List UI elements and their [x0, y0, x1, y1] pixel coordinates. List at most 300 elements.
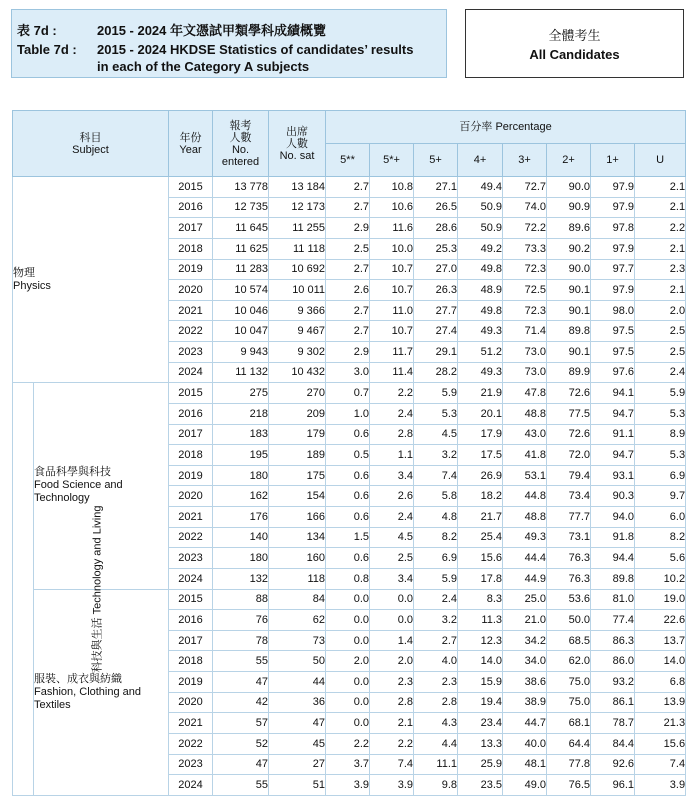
- percentage-cell: 3.9: [326, 775, 370, 796]
- percentage-cell: 19.0: [635, 589, 686, 610]
- percentage-cell: 2.8: [414, 692, 458, 713]
- percentage-cell: 0.6: [326, 507, 370, 528]
- percentage-cell: 5.9: [635, 383, 686, 404]
- percentage-cell: 26.3: [414, 280, 458, 301]
- grade-header: 3+: [503, 144, 547, 177]
- entered-cell: 52: [213, 733, 269, 754]
- percentage-cell: 76.3: [547, 548, 591, 569]
- percentage-cell: 5.9: [414, 383, 458, 404]
- percentage-cell: 93.2: [591, 672, 635, 693]
- percentage-cell: 97.9: [591, 177, 635, 198]
- subject-name-name-en-2: Technology: [34, 492, 90, 505]
- percentage-cell: 47.8: [503, 383, 547, 404]
- percentage-cell: 15.6: [458, 548, 503, 569]
- entered-cell: 55: [213, 651, 269, 672]
- percentage-cell: 5.6: [635, 548, 686, 569]
- percentage-cell: 50.9: [458, 197, 503, 218]
- percentage-cell: 73.4: [547, 486, 591, 507]
- entered-cell: 132: [213, 568, 269, 589]
- percentage-cell: 77.4: [591, 610, 635, 631]
- year-cell: 2016: [169, 610, 213, 631]
- percentage-cell: 20.1: [458, 403, 503, 424]
- year-cell: 2023: [169, 754, 213, 775]
- subject-name-name-zh: 食品科學與科技: [34, 466, 111, 479]
- year-cell: 2020: [169, 692, 213, 713]
- sat-cell: 209: [269, 403, 326, 424]
- table-title-box: [11, 9, 447, 78]
- sat-cell: 47: [269, 713, 326, 734]
- percentage-cell: 2.1: [635, 197, 686, 218]
- entered-cell: 11 645: [213, 218, 269, 239]
- candidates-box: [465, 9, 684, 78]
- year-cell: 2017: [169, 218, 213, 239]
- statistics-table: [12, 110, 686, 796]
- percentage-cell: 10.6: [370, 197, 414, 218]
- percentage-cell: 0.6: [326, 486, 370, 507]
- sat-cell: 36: [269, 692, 326, 713]
- entered-cell: 78: [213, 630, 269, 651]
- percentage-cell: 89.8: [547, 321, 591, 342]
- percentage-cell: 44.4: [503, 548, 547, 569]
- percentage-cell: 12.3: [458, 630, 503, 651]
- percentage-cell: 53.6: [547, 589, 591, 610]
- percentage-cell: 2.9: [326, 218, 370, 239]
- percentage-cell: 97.5: [591, 321, 635, 342]
- sat-cell: 27: [269, 754, 326, 775]
- percentage-cell: 5.3: [635, 403, 686, 424]
- percentage-cell: 97.8: [591, 218, 635, 239]
- percentage-cell: 68.1: [547, 713, 591, 734]
- percentage-cell: 13.9: [635, 692, 686, 713]
- percentage-cell: 38.6: [503, 672, 547, 693]
- percentage-cell: 4.5: [414, 424, 458, 445]
- percentage-cell: 25.4: [458, 527, 503, 548]
- entered-cell: 47: [213, 672, 269, 693]
- percentage-cell: 2.7: [326, 197, 370, 218]
- entered-cell: 11 283: [213, 259, 269, 280]
- percentage-cell: 18.2: [458, 486, 503, 507]
- percentage-cell: 17.8: [458, 568, 503, 589]
- percentage-cell: 2.0: [635, 300, 686, 321]
- percentage-cell: 27.7: [414, 300, 458, 321]
- percentage-cell: 0.0: [326, 630, 370, 651]
- percentage-cell: 1.4: [370, 630, 414, 651]
- percentage-cell: 2.7: [326, 300, 370, 321]
- percentage-cell: 27.0: [414, 259, 458, 280]
- subject-name-name-en-1: Food Science and: [34, 479, 123, 492]
- entered-cell: 10 046: [213, 300, 269, 321]
- entered-cell: 11 132: [213, 362, 269, 383]
- percentage-cell: 2.5: [635, 342, 686, 363]
- year-cell: 2018: [169, 651, 213, 672]
- percentage-cell: 90.1: [547, 300, 591, 321]
- sat-cell: 12 173: [269, 197, 326, 218]
- percentage-cell: 2.2: [370, 733, 414, 754]
- entered-cell: 218: [213, 403, 269, 424]
- percentage-cell: 72.2: [503, 218, 547, 239]
- percentage-cell: 2.1: [635, 177, 686, 198]
- percentage-cell: 92.6: [591, 754, 635, 775]
- percentage-cell: 0.6: [326, 465, 370, 486]
- percentage-cell: 72.6: [547, 383, 591, 404]
- percentage-cell: 77.7: [547, 507, 591, 528]
- table-heading-zh: 2015 - 2024 年文憑試甲類學科成績概覽: [97, 23, 327, 38]
- year-cell: 2015: [169, 589, 213, 610]
- percentage-cell: 2.9: [326, 342, 370, 363]
- percentage-cell: 72.5: [503, 280, 547, 301]
- percentage-cell: 27.1: [414, 177, 458, 198]
- table-row: [13, 589, 686, 610]
- entered-cell: 42: [213, 692, 269, 713]
- percentage-cell: 2.5: [326, 238, 370, 259]
- percentage-cell: 48.8: [503, 507, 547, 528]
- percentage-cell: 2.4: [635, 362, 686, 383]
- percentage-cell: 68.5: [547, 630, 591, 651]
- percentage-cell: 3.0: [326, 362, 370, 383]
- percentage-cell: 2.0: [326, 651, 370, 672]
- percentage-cell: 4.5: [370, 527, 414, 548]
- percentage-cell: 11.6: [370, 218, 414, 239]
- percentage-cell: 90.1: [547, 342, 591, 363]
- table-label-en: Table 7d :: [17, 42, 77, 57]
- percentage-cell: 7.4: [370, 754, 414, 775]
- year-cell: 2021: [169, 713, 213, 734]
- sat-cell: 154: [269, 486, 326, 507]
- percentage-cell: 13.7: [635, 630, 686, 651]
- percentage-cell: 21.0: [503, 610, 547, 631]
- percentage-cell: 90.2: [547, 238, 591, 259]
- percentage-cell: 90.9: [547, 197, 591, 218]
- percentage-cell: 97.9: [591, 280, 635, 301]
- sat-cell: 9 366: [269, 300, 326, 321]
- percentage-cell: 97.6: [591, 362, 635, 383]
- grade-header: 1+: [591, 144, 635, 177]
- sat-cell: 11 255: [269, 218, 326, 239]
- percentage-cell: 8.3: [458, 589, 503, 610]
- percentage-cell: 2.3: [635, 259, 686, 280]
- percentage-cell: 25.0: [503, 589, 547, 610]
- percentage-cell: 10.7: [370, 280, 414, 301]
- year-cell: 2021: [169, 300, 213, 321]
- percentage-cell: 0.7: [326, 383, 370, 404]
- year-cell: 2022: [169, 733, 213, 754]
- percentage-cell: 4.3: [414, 713, 458, 734]
- grade-header: 5*+: [370, 144, 414, 177]
- percentage-cell: 28.6: [414, 218, 458, 239]
- percentage-cell: 1.1: [370, 445, 414, 466]
- entered-cell: 13 778: [213, 177, 269, 198]
- percentage-cell: 4.8: [414, 507, 458, 528]
- percentage-cell: 2.5: [635, 321, 686, 342]
- percentage-cell: 10.0: [370, 238, 414, 259]
- year-cell: 2024: [169, 775, 213, 796]
- percentage-cell: 2.2: [370, 383, 414, 404]
- percentage-cell: 10.7: [370, 321, 414, 342]
- entered-cell: 12 735: [213, 197, 269, 218]
- percentage-cell: 3.4: [370, 465, 414, 486]
- entered-cell: 162: [213, 486, 269, 507]
- percentage-cell: 97.5: [591, 342, 635, 363]
- percentage-cell: 72.0: [547, 445, 591, 466]
- percentage-cell: 44.9: [503, 568, 547, 589]
- percentage-cell: 2.3: [414, 672, 458, 693]
- year-cell: 2018: [169, 445, 213, 466]
- subject-name-cell: [13, 177, 169, 383]
- percentage-cell: 0.0: [326, 713, 370, 734]
- percentage-cell: 11.3: [458, 610, 503, 631]
- sat-cell: 73: [269, 630, 326, 651]
- percentage-cell: 49.8: [458, 300, 503, 321]
- percentage-cell: 9.8: [414, 775, 458, 796]
- percentage-cell: 40.0: [503, 733, 547, 754]
- percentage-cell: 6.9: [414, 548, 458, 569]
- sat-cell: 50: [269, 651, 326, 672]
- percentage-cell: 5.9: [414, 568, 458, 589]
- percentage-cell: 2.5: [370, 548, 414, 569]
- percentage-cell: 21.7: [458, 507, 503, 528]
- entered-cell: 275: [213, 383, 269, 404]
- percentage-cell: 72.6: [547, 424, 591, 445]
- percentage-cell: 93.1: [591, 465, 635, 486]
- sat-cell: 179: [269, 424, 326, 445]
- table-row: [13, 383, 686, 404]
- subject-name-name-en-1: Physics: [13, 279, 51, 292]
- percentage-cell: 10.2: [635, 568, 686, 589]
- percentage-cell: 5.8: [414, 486, 458, 507]
- percentage-cell: 77.5: [547, 403, 591, 424]
- table-heading-en-line2: in each of the Category A subjects: [97, 59, 310, 74]
- entered-cell: 47: [213, 754, 269, 775]
- percentage-cell: 8.9: [635, 424, 686, 445]
- percentage-cell: 28.2: [414, 362, 458, 383]
- percentage-cell: 49.3: [458, 362, 503, 383]
- subject-name-name-en-1: Fashion, Clothing and: [34, 685, 142, 698]
- percentage-cell: 26.5: [414, 197, 458, 218]
- percentage-cell: 44.7: [503, 713, 547, 734]
- percentage-cell: 10.8: [370, 177, 414, 198]
- year-cell: 2023: [169, 548, 213, 569]
- percentage-cell: 90.3: [591, 486, 635, 507]
- year-cell: 2021: [169, 507, 213, 528]
- year-cell: 2017: [169, 424, 213, 445]
- percentage-cell: 29.1: [414, 342, 458, 363]
- year-cell: 2018: [169, 238, 213, 259]
- percentage-cell: 17.9: [458, 424, 503, 445]
- sat-cell: 10 692: [269, 259, 326, 280]
- percentage-cell: 90.0: [547, 177, 591, 198]
- subject-header: 科目 Subject: [13, 111, 169, 177]
- year-cell: 2015: [169, 177, 213, 198]
- percentage-cell: 94.4: [591, 548, 635, 569]
- percentage-cell: 72.3: [503, 300, 547, 321]
- percentage-cell: 3.2: [414, 445, 458, 466]
- percentage-cell: 27.4: [414, 321, 458, 342]
- sat-cell: 166: [269, 507, 326, 528]
- percentage-header: 百分率 Percentage: [326, 111, 686, 144]
- percentage-cell: 53.1: [503, 465, 547, 486]
- percentage-cell: 5.3: [414, 403, 458, 424]
- entered-cell: 9 943: [213, 342, 269, 363]
- percentage-cell: 71.4: [503, 321, 547, 342]
- percentage-cell: 11.0: [370, 300, 414, 321]
- subject-area-label: 科技與生活 Technology and Living: [91, 505, 104, 673]
- percentage-cell: 34.0: [503, 651, 547, 672]
- percentage-cell: 15.9: [458, 672, 503, 693]
- subject-name-name-en-2: Textiles: [34, 698, 71, 711]
- percentage-cell: 0.0: [326, 692, 370, 713]
- percentage-cell: 73.1: [547, 527, 591, 548]
- percentage-cell: 49.8: [458, 259, 503, 280]
- candidates-label-zh: 全體考生: [548, 28, 601, 43]
- sat-cell: 10 432: [269, 362, 326, 383]
- percentage-cell: 86.3: [591, 630, 635, 651]
- entered-cell: 183: [213, 424, 269, 445]
- percentage-cell: 97.9: [591, 197, 635, 218]
- percentage-cell: 44.8: [503, 486, 547, 507]
- percentage-cell: 49.2: [458, 238, 503, 259]
- percentage-cell: 97.7: [591, 259, 635, 280]
- entered-cell: 76: [213, 610, 269, 631]
- percentage-cell: 51.2: [458, 342, 503, 363]
- percentage-cell: 2.4: [414, 589, 458, 610]
- percentage-cell: 0.0: [370, 610, 414, 631]
- percentage-cell: 6.8: [635, 672, 686, 693]
- percentage-cell: 94.1: [591, 383, 635, 404]
- percentage-cell: 34.2: [503, 630, 547, 651]
- sat-cell: 44: [269, 672, 326, 693]
- year-cell: 2019: [169, 465, 213, 486]
- percentage-cell: 76.5: [547, 775, 591, 796]
- entered-cell: 88: [213, 589, 269, 610]
- percentage-cell: 86.1: [591, 692, 635, 713]
- percentage-cell: 0.0: [326, 672, 370, 693]
- entered-cell: 11 625: [213, 238, 269, 259]
- percentage-cell: 0.8: [326, 568, 370, 589]
- year-cell: 2015: [169, 383, 213, 404]
- percentage-cell: 11.1: [414, 754, 458, 775]
- percentage-cell: 48.1: [503, 754, 547, 775]
- percentage-cell: 25.9: [458, 754, 503, 775]
- percentage-cell: 0.6: [326, 548, 370, 569]
- percentage-cell: 73.0: [503, 362, 547, 383]
- percentage-cell: 2.4: [370, 403, 414, 424]
- percentage-cell: 48.9: [458, 280, 503, 301]
- year-cell: 2016: [169, 197, 213, 218]
- percentage-cell: 2.8: [370, 424, 414, 445]
- subject-name-name-zh: 物理: [13, 266, 35, 279]
- entered-cell: 180: [213, 548, 269, 569]
- percentage-cell: 49.0: [503, 775, 547, 796]
- entered-cell: 180: [213, 465, 269, 486]
- sat-cell: 9 467: [269, 321, 326, 342]
- percentage-cell: 2.7: [326, 177, 370, 198]
- sat-cell: 10 011: [269, 280, 326, 301]
- percentage-cell: 14.0: [635, 651, 686, 672]
- percentage-cell: 43.0: [503, 424, 547, 445]
- year-cell: 2020: [169, 280, 213, 301]
- percentage-cell: 73.3: [503, 238, 547, 259]
- percentage-cell: 89.9: [547, 362, 591, 383]
- percentage-cell: 50.0: [547, 610, 591, 631]
- percentage-cell: 6.0: [635, 507, 686, 528]
- sat-cell: 45: [269, 733, 326, 754]
- percentage-cell: 3.2: [414, 610, 458, 631]
- percentage-cell: 2.6: [326, 280, 370, 301]
- percentage-cell: 91.1: [591, 424, 635, 445]
- percentage-cell: 72.3: [503, 259, 547, 280]
- sat-cell: 270: [269, 383, 326, 404]
- year-cell: 2016: [169, 403, 213, 424]
- percentage-cell: 9.7: [635, 486, 686, 507]
- table-heading-en-line1: 2015 - 2024 HKDSE Statistics of candidates’ results: [97, 42, 414, 57]
- year-cell: 2022: [169, 321, 213, 342]
- percentage-cell: 2.1: [635, 238, 686, 259]
- percentage-cell: 49.4: [458, 177, 503, 198]
- percentage-cell: 98.0: [591, 300, 635, 321]
- percentage-cell: 3.9: [370, 775, 414, 796]
- percentage-cell: 2.4: [370, 507, 414, 528]
- table-row: [13, 177, 686, 198]
- percentage-cell: 86.0: [591, 651, 635, 672]
- percentage-cell: 4.4: [414, 733, 458, 754]
- percentage-cell: 75.0: [547, 672, 591, 693]
- entered-cell: 57: [213, 713, 269, 734]
- percentage-cell: 84.4: [591, 733, 635, 754]
- entered-cell: 176: [213, 507, 269, 528]
- percentage-cell: 81.0: [591, 589, 635, 610]
- sat-cell: 11 118: [269, 238, 326, 259]
- grade-header: 5**: [326, 144, 370, 177]
- percentage-cell: 2.1: [635, 280, 686, 301]
- percentage-cell: 2.7: [326, 259, 370, 280]
- percentage-cell: 3.4: [370, 568, 414, 589]
- percentage-cell: 6.9: [635, 465, 686, 486]
- percentage-cell: 0.5: [326, 445, 370, 466]
- percentage-cell: 91.8: [591, 527, 635, 548]
- percentage-cell: 5.3: [635, 445, 686, 466]
- percentage-cell: 3.9: [635, 775, 686, 796]
- percentage-cell: 8.2: [635, 527, 686, 548]
- percentage-cell: 38.9: [503, 692, 547, 713]
- percentage-cell: 76.3: [547, 568, 591, 589]
- percentage-cell: 1.0: [326, 403, 370, 424]
- percentage-cell: 25.3: [414, 238, 458, 259]
- percentage-cell: 96.1: [591, 775, 635, 796]
- grade-header: U: [635, 144, 686, 177]
- year-cell: 2017: [169, 630, 213, 651]
- percentage-cell: 64.4: [547, 733, 591, 754]
- percentage-cell: 2.6: [370, 486, 414, 507]
- percentage-cell: 23.4: [458, 713, 503, 734]
- percentage-cell: 1.5: [326, 527, 370, 548]
- percentage-cell: 75.0: [547, 692, 591, 713]
- percentage-cell: 21.3: [635, 713, 686, 734]
- grade-header: 2+: [547, 144, 591, 177]
- percentage-cell: 94.0: [591, 507, 635, 528]
- percentage-cell: 0.0: [370, 589, 414, 610]
- percentage-cell: 2.2: [326, 733, 370, 754]
- percentage-cell: 94.7: [591, 403, 635, 424]
- percentage-cell: 13.3: [458, 733, 503, 754]
- year-cell: 2024: [169, 568, 213, 589]
- sat-cell: 134: [269, 527, 326, 548]
- percentage-cell: 2.8: [370, 692, 414, 713]
- percentage-cell: 17.5: [458, 445, 503, 466]
- percentage-cell: 22.6: [635, 610, 686, 631]
- percentage-cell: 97.9: [591, 238, 635, 259]
- percentage-cell: 62.0: [547, 651, 591, 672]
- percentage-cell: 73.0: [503, 342, 547, 363]
